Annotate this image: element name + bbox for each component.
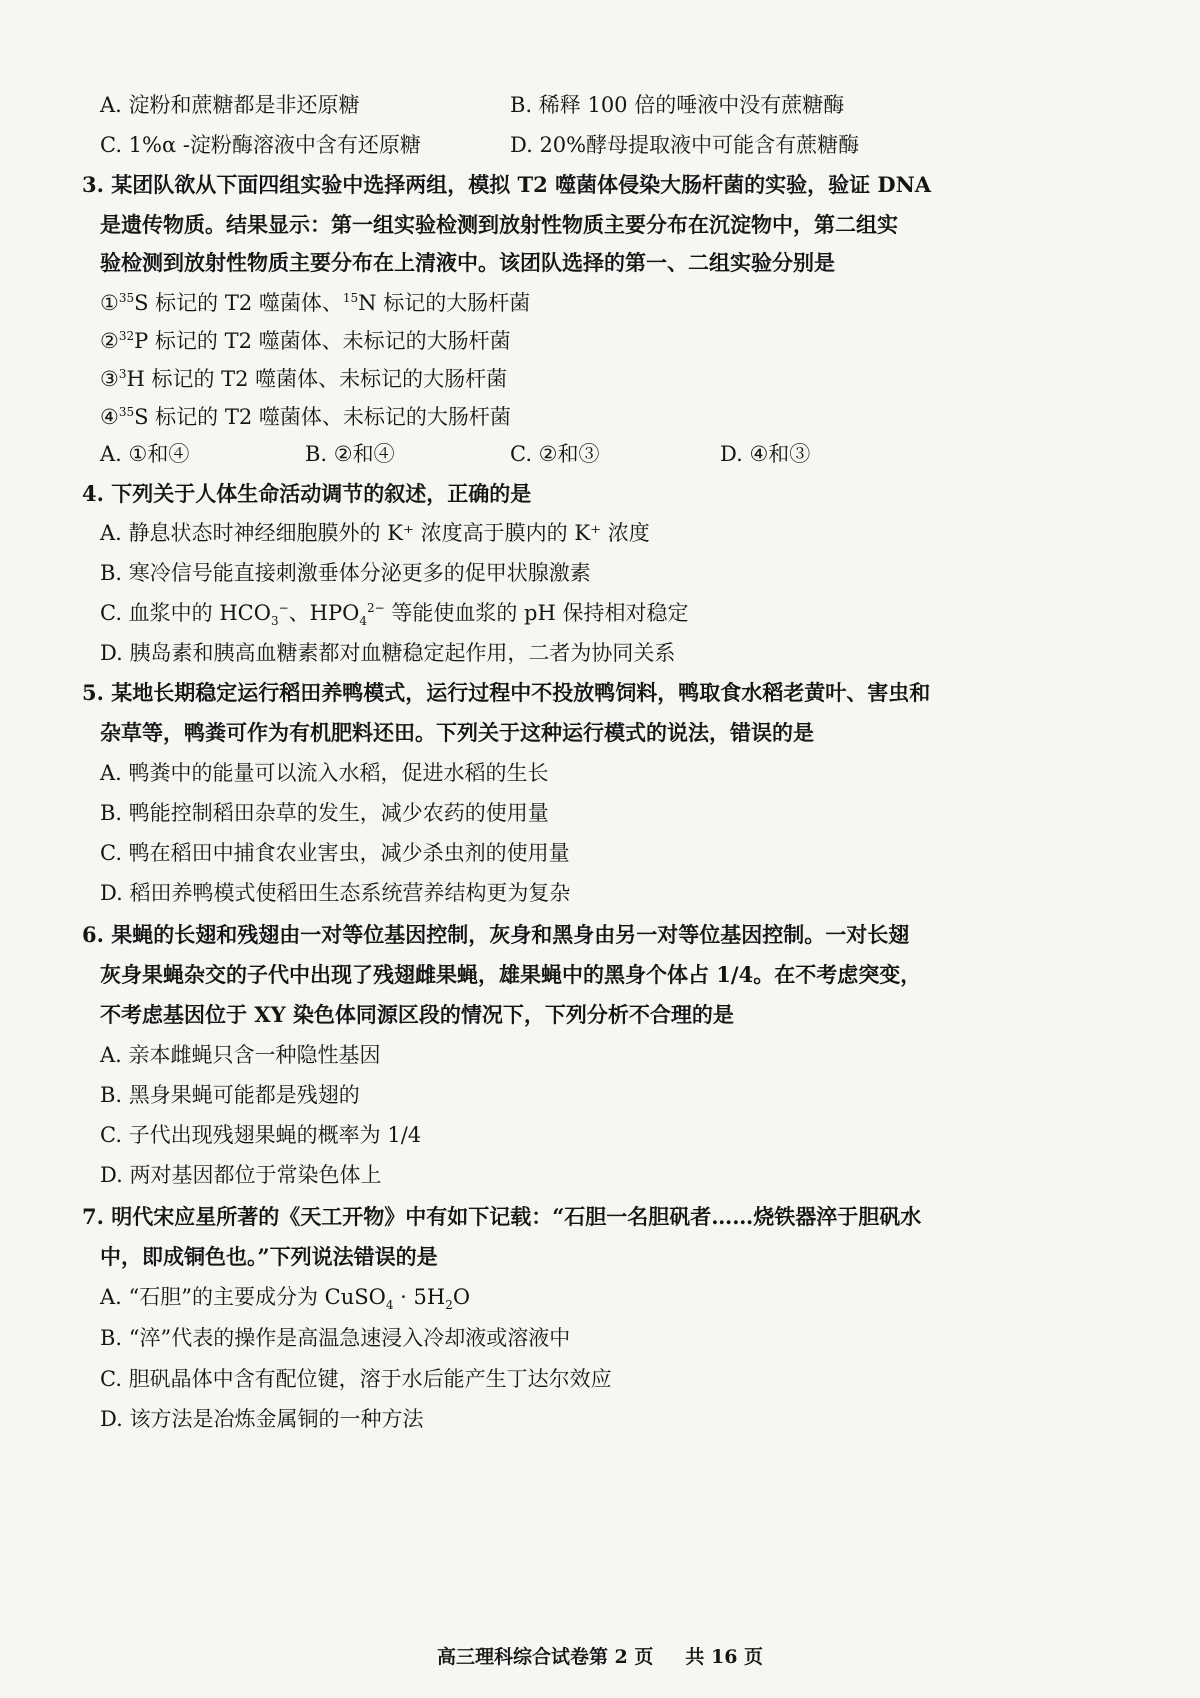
q7-option-a: A. “石胆”的主要成分为 CuSO$_4$ · $5H_2O$ — [100, 1285, 471, 1313]
q6-stem-line-2: 灰身果蝇杂交的子代中出现了残翅雌果蝇，雄果蝇中的黑身个体占 1/4。在不考虑突变， — [100, 962, 922, 987]
q7-stem-line-2: 中，即成铜色也。”下列说法错误的是 — [100, 1244, 438, 1269]
q3-item-3: ③$^3$H 标记的 T2 噬菌体、未标记的大肠杆菌 — [100, 367, 508, 391]
q7-option-c: C. 胆矾晶体中含有配位键，溶于水后能产生丁达尔效应 — [100, 1367, 612, 1391]
q5-stem-line-2: 杂草等，鸭粪可作为有机肥料还田。下列关于这种运行模式的说法，错误的是 — [100, 720, 814, 745]
q2-option-d: D. 20%酵母提取液中可能含有蔗糖酶 — [510, 133, 860, 157]
q6-stem-line-1: 6. 果蝇的长翅和残翅由一对等位基因控制，灰身和黑身由另一对等位基因控制。一对长翅 — [82, 922, 910, 947]
q2-option-c: C. 1%α -淀粉酶溶液中含有还原糖 — [100, 133, 421, 157]
q6-option-a: A. 亲本雌蝇只含一种隐性基因 — [100, 1043, 381, 1067]
q6-option-c: C. 子代出现残翅果蝇的概率为 1/4 — [100, 1123, 422, 1147]
q3-option-a: A. ①和④ — [100, 442, 190, 466]
q2-option-a: A. 淀粉和蔗糖都是非还原糖 — [100, 93, 360, 117]
q7-stem-line-1: 7. 明代宋应星所著的《天工开物》中有如下记载：“石胆一名胆矾者……烧铁器淬于胆矾水 — [82, 1204, 922, 1229]
q5-option-b: B. 鸭能控制稻田杂草的发生，减少农药的使用量 — [100, 801, 549, 825]
q5-stem-line-1: 5. 某地长期稳定运行稻田养鸭模式，运行过程中不投放鸭饲料，鸭取食水稻老黄叶、害虫和 — [82, 680, 931, 705]
q4-option-c: C. 血浆中的 $HCO_3^-$、$HPO_4^{2-}$ 等能使血浆的 pH 保持相对稳定 — [100, 601, 689, 629]
q6-option-d: D. 两对基因都位于常染色体上 — [100, 1163, 382, 1187]
q6-stem-line-3: 不考虑基因位于 XY 染色体同源区段的情况下，下列分析不合理的是 — [100, 1002, 734, 1027]
footer-total-pages: 共 16 页 — [685, 1646, 764, 1668]
q5-option-c: C. 鸭在稻田中捕食农业害虫，减少杀虫剂的使用量 — [100, 841, 570, 865]
q3-option-c: C. ②和③ — [510, 442, 600, 466]
q4-stem: 4. 下列关于人体生命活动调节的叙述，正确的是 — [82, 481, 532, 506]
q4-option-b: B. 寒冷信号能直接刺激垂体分泌更多的促甲状腺激素 — [100, 561, 591, 585]
q4-option-d: D. 胰岛素和胰高血糖素都对血糖稳定起作用，二者为协同关系 — [100, 641, 676, 665]
q3-option-b: B. ②和④ — [305, 442, 395, 466]
q7-option-b: B. “淬”代表的操作是高温急速浸入冷却液或溶液中 — [100, 1326, 571, 1350]
q5-option-d: D. 稻田养鸭模式使稻田生态系统营养结构更为复杂 — [100, 881, 571, 905]
q3-stem-line-2: 是遗传物质。结果显示：第一组实验检测到放射性物质主要分布在沉淀物中，第二组实 — [100, 212, 898, 237]
q6-option-b: B. 黑身果蝇可能都是残翅的 — [100, 1083, 360, 1107]
q3-item-2: ②$^{32}$P 标记的 T2 噬菌体、未标记的大肠杆菌 — [100, 329, 511, 353]
q4-option-a: A. 静息状态时神经细胞膜外的 K⁺ 浓度高于膜内的 K⁺ 浓度 — [100, 521, 650, 545]
page-footer — [0, 1642, 1200, 1669]
q3-item-1: ①$^{35}$S 标记的 T2 噬菌体、$^{15}$N 标记的大肠杆菌 — [100, 291, 531, 315]
q3-stem-line-1: 3. 某团队欲从下面四组实验中选择两组，模拟 T2 噬菌体侵染大肠杆菌的实验，验证 DNA — [82, 172, 932, 197]
q2-option-b: B. 稀释 100 倍的唾液中没有蔗糖酶 — [510, 93, 845, 117]
q3-stem-line-3: 验检测到放射性物质主要分布在上清液中。该团队选择的第一、二组实验分别是 — [100, 250, 835, 275]
footer-page-number: 高三理科综合试卷第 2 页 — [436, 1646, 654, 1668]
q7-option-d: D. 该方法是冶炼金属铜的一种方法 — [100, 1407, 424, 1431]
q5-option-a: A. 鸭粪中的能量可以流入水稻，促进水稻的生长 — [100, 761, 549, 785]
q3-item-4: ④$^{35}$S 标记的 T2 噬菌体、未标记的大肠杆菌 — [100, 405, 511, 429]
q3-option-d: D. ④和③ — [720, 442, 811, 466]
